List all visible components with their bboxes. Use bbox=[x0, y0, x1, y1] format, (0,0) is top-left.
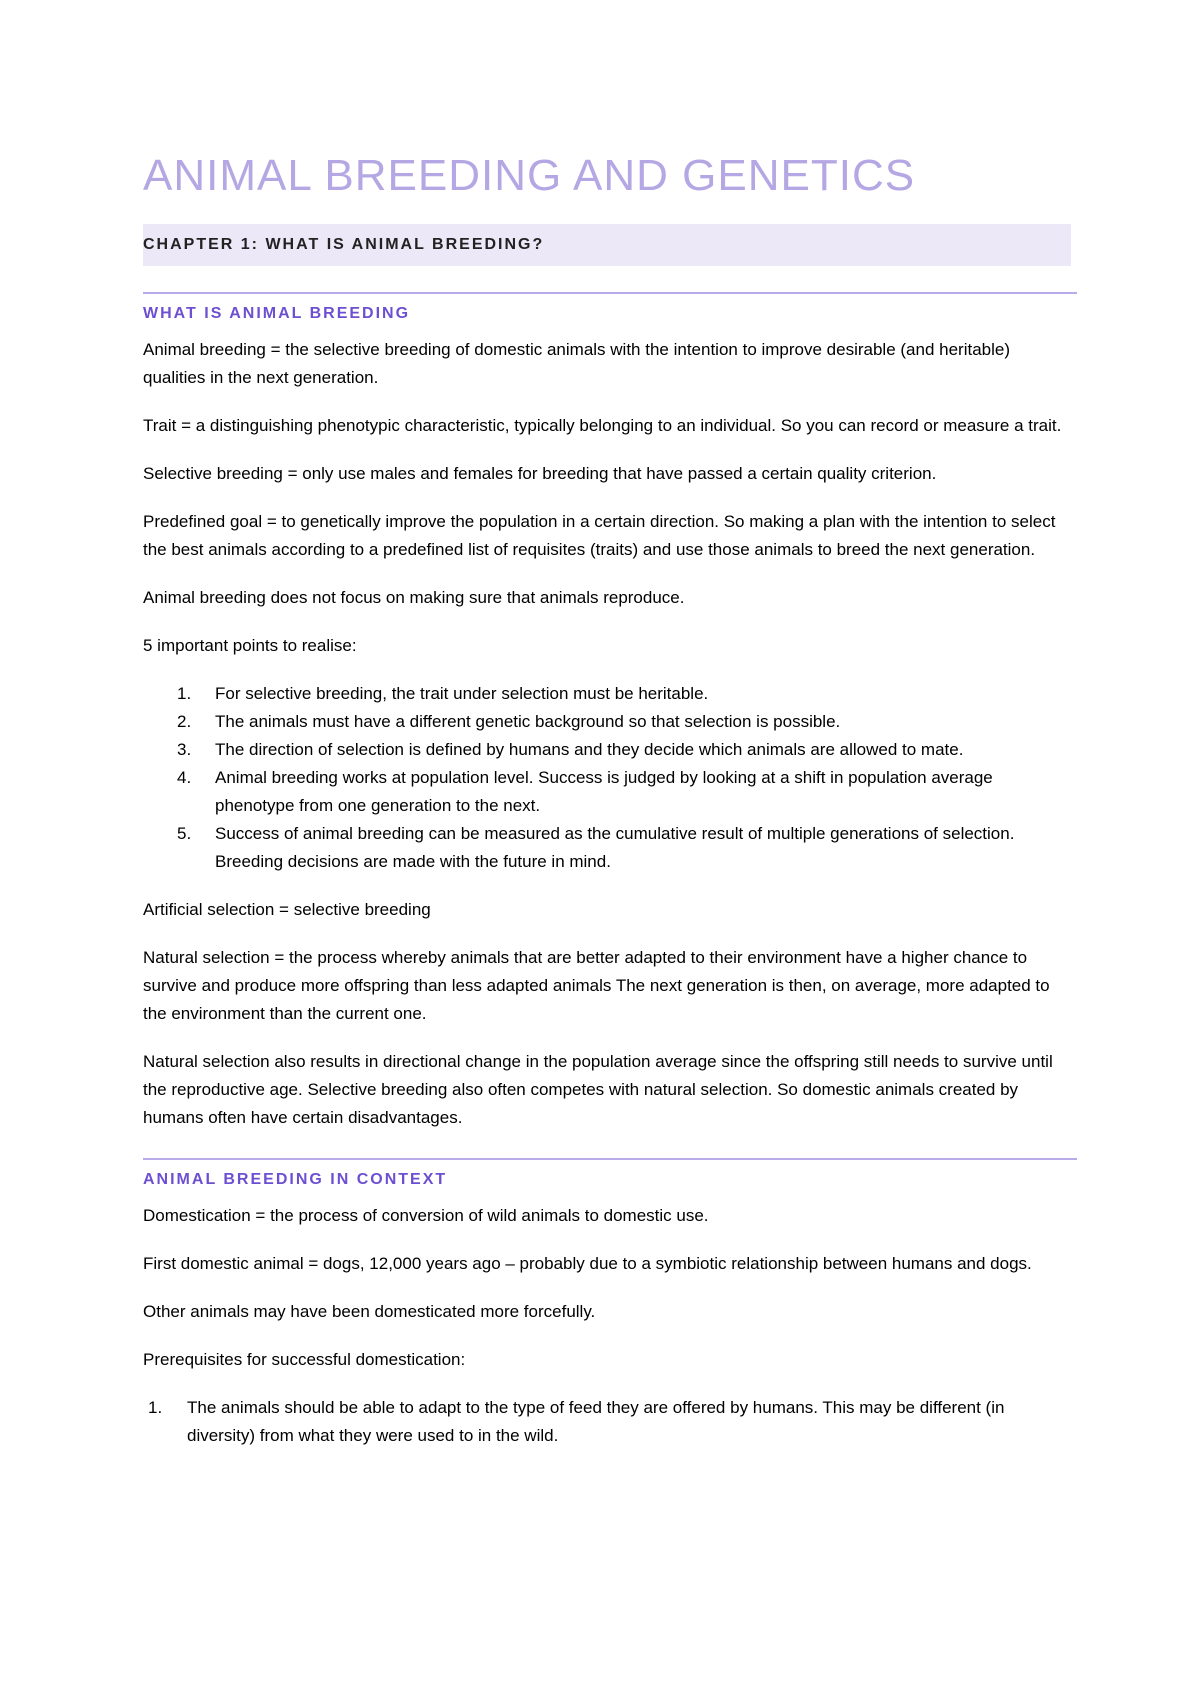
chapter-heading-box bbox=[143, 224, 1071, 266]
list-item-text: Animal breeding works at population level. Success is judged by looking at a shift in population average phenotype from one generation to the next. bbox=[215, 768, 993, 815]
section-divider bbox=[143, 1158, 1077, 1160]
document-page bbox=[143, 150, 1071, 1470]
paragraph: Predefined goal = to genetically improve the population in a certain direction. So making a plan with the intention to select the best animals according to a predefined list of requisites (traits) and use those animals to breed the next generation. bbox=[143, 512, 1056, 559]
paragraph: Prerequisites for successful domestication: bbox=[143, 1350, 466, 1369]
paragraph: Animal breeding = the selective breeding of domestic animals with the intention to improve desirable (and heritable) qualities in the next generation. bbox=[143, 340, 1011, 387]
list-item-text: The animals must have a different genetic background so that selection is possible. bbox=[215, 712, 841, 731]
list-item: 3. The direction of selection is defined by humans and they decide which animals are allowed to mate. bbox=[177, 740, 964, 759]
list-item-text: The animals should be able to adapt to the type of feed they are offered by humans. This may be different (in diversity) from what they were used to in the wild. bbox=[187, 1398, 1005, 1445]
paragraph: Animal breeding does not focus on making sure that animals reproduce. bbox=[143, 588, 685, 607]
numbered-list bbox=[143, 680, 1071, 876]
paragraph: Natural selection also results in directional change in the population average since the offspring still needs to survive until the reproductive age. Selective breeding also often competes with natural selection. So domestic animals created by humans often have certain disadvantages. bbox=[143, 1052, 1053, 1127]
list-item-text: The direction of selection is defined by humans and they decide which animals are allowed to mate. bbox=[215, 740, 964, 759]
list-item: 2. The animals must have a different genetic background so that selection is possible. bbox=[177, 712, 841, 731]
paragraph: Artificial selection = selective breeding bbox=[143, 900, 431, 919]
section-heading: ANIMAL BREEDING IN CONTEXT bbox=[143, 1171, 448, 1188]
list-item-text: Success of animal breeding can be measured as the cumulative result of multiple generations of selection. Breeding decisions are made with the future in mind. bbox=[215, 824, 1015, 871]
paragraph: Trait = a distinguishing phenotypic characteristic, typically belonging to an individual. So you can record or measure a trait. bbox=[143, 416, 1062, 435]
paragraph: Selective breeding = only use males and females for breeding that have passed a certain quality criterion. bbox=[143, 464, 937, 483]
list-item: 1. The animals should be able to adapt to the type of feed they are offered by humans. This may be different (in diversity) from what they were used to in the wild. bbox=[148, 1398, 1005, 1445]
numbered-list bbox=[143, 1394, 1071, 1450]
paragraph: Other animals may have been domesticated more forcefully. bbox=[143, 1302, 596, 1321]
paragraph: First domestic animal = dogs, 12,000 years ago – probably due to a symbiotic relationship between humans and dogs. bbox=[143, 1254, 1032, 1273]
list-item-text: For selective breeding, the trait under selection must be heritable. bbox=[215, 684, 709, 703]
paragraph: 5 important points to realise: bbox=[143, 636, 357, 655]
list-item: 1. For selective breeding, the trait under selection must be heritable. bbox=[177, 684, 709, 703]
paragraph: Domestication = the process of conversion of wild animals to domestic use. bbox=[143, 1206, 709, 1225]
section-divider bbox=[143, 292, 1077, 294]
section-heading: WHAT IS ANIMAL BREEDING bbox=[143, 305, 411, 322]
list-item: 5. Success of animal breeding can be measured as the cumulative result of multiple generations of selection. Breeding decisions are made with the future in mind. bbox=[177, 824, 1015, 871]
list-item: 4. Animal breeding works at population level. Success is judged by looking at a shift in population average phenotype from one generation to the next. bbox=[177, 768, 993, 815]
document-title: ANIMAL BREEDING AND GENETICS bbox=[143, 151, 916, 200]
chapter-heading: CHAPTER 1: WHAT IS ANIMAL BREEDING? bbox=[143, 236, 545, 253]
paragraph: Natural selection = the process whereby animals that are better adapted to their environment have a higher chance to survive and produce more offspring than less adapted animals The next generation is then, on average, more adapted to the environment than the current one. bbox=[143, 948, 1050, 1023]
